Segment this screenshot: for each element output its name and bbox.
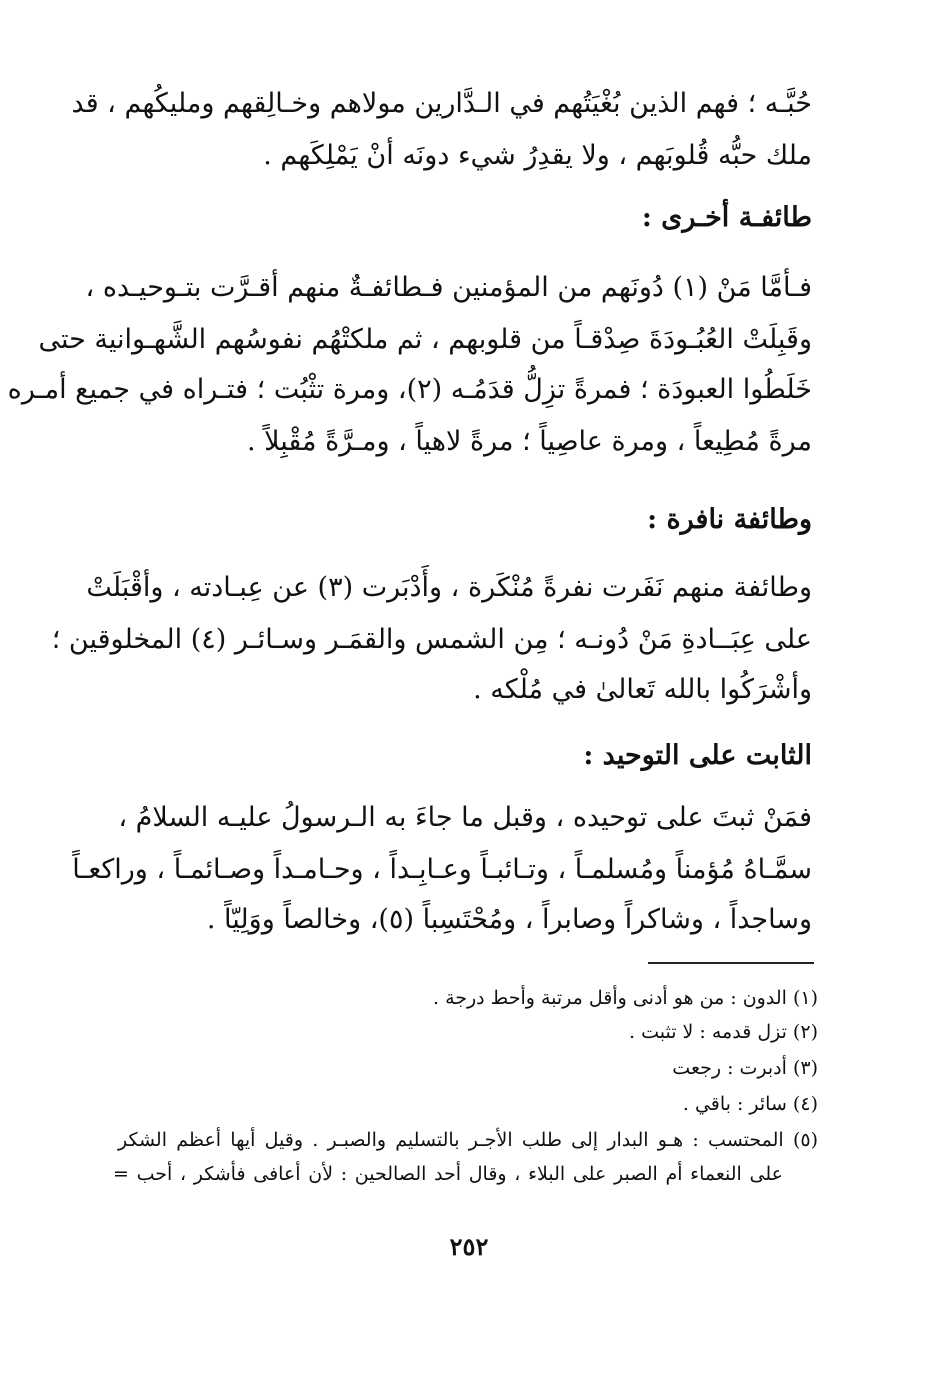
footnote: (٢) تزل قدمه : لا تثبت .	[629, 1021, 818, 1043]
footnote: (١) الدون : من هو أدنى وأقل مرتبة وأحط درجة .	[433, 987, 818, 1009]
text-line: على عِبَــادةِ مَنْ دُونـه ؛ مِن الشمس والقمَـر وسـائـر (٤) المخلوقين ؛	[51, 624, 812, 655]
footnote: (٤) سائر : باقي .	[682, 1093, 818, 1115]
footnote: (٥) المحتسب : هـو البدار إلى طلب الأجـر بالتسليم والصبـر . وقيل أيها أعظم الشكر	[118, 1129, 818, 1151]
footnote: (٣) أدبرت : رجعت	[672, 1057, 818, 1079]
text-line: وأشْرَكُوا بالله تَعالىٰ في مُلْكه .	[473, 674, 812, 705]
text-line: سمَّـاهُ مُؤمناً ومُسلمـاً ، وتـائبـاً وعـابِـداً ، وحـامـداً وصـائمـاً ، وراكعـاً	[72, 854, 812, 885]
text-line: فـأمَّا مَنْ (١) دُونَهم من المؤمنين فـطائفـةٌ منهم أقـرَّت بتـوحيـده ،	[85, 272, 812, 303]
text-line: ملك حبُّه قُلوبَهم ، ولا يقدِرُ شيء دونَه أنْ يَمْلِكَهم .	[263, 140, 812, 171]
footnote-continuation: على النعماء أم الصبر على البلاء ، وقال أحد الصالحين : لأن أعافى فأشكر ، أحب =	[113, 1163, 783, 1185]
text-line: وساجداً ، وشاكراً وصابراً ، ومُحْتَسِباً (٥)، وخالصاً ووَلِيّاً .	[206, 904, 812, 935]
text-line: حُبَّـه ؛ فهم الذين بُغْيَتُهم في الـدَّارين مولاهم وخـالِقهم ومليكُهم ، قد	[71, 88, 812, 119]
text-line: وقَبِلَتْ العُبُـودَةَ صِدْقـاً من قلوبهم ، ثم ملكتْهُم نفوسُهم الشَّهـوانية حتى	[38, 324, 812, 355]
text-line: خَلَطُوا العبودَة ؛ فمرةً تزِلُّ قدَمُـه (٢)، ومرة تثْبُت ؛ فتـراه في جميع أمـره	[7, 374, 812, 405]
text-line: فمَنْ ثبتَ على توحيده ، وقبل ما جاءَ به الـرسولُ عليـه السلامُ ،	[118, 802, 812, 833]
text-line: مرةً مُطِيعاً ، ومرة عاصِياً ؛ مرةً لاهياً ، ومـرَّةً مُقْبِلاً .	[246, 426, 812, 457]
footnote-separator	[648, 962, 814, 964]
section-heading: الثابت على التوحيد :	[583, 740, 812, 771]
page-number: ٢٥٢	[449, 1232, 489, 1261]
section-heading: طائفـة أخـرى :	[641, 202, 812, 233]
text-line: وطائفة منهم نَفَرت نفرةً مُنْكَرة ، وأَدْبَرت (٣) عن عِبـادته ، وأقْبَلَتْ	[86, 572, 812, 603]
section-heading: وطائفة نافرة :	[647, 504, 812, 535]
